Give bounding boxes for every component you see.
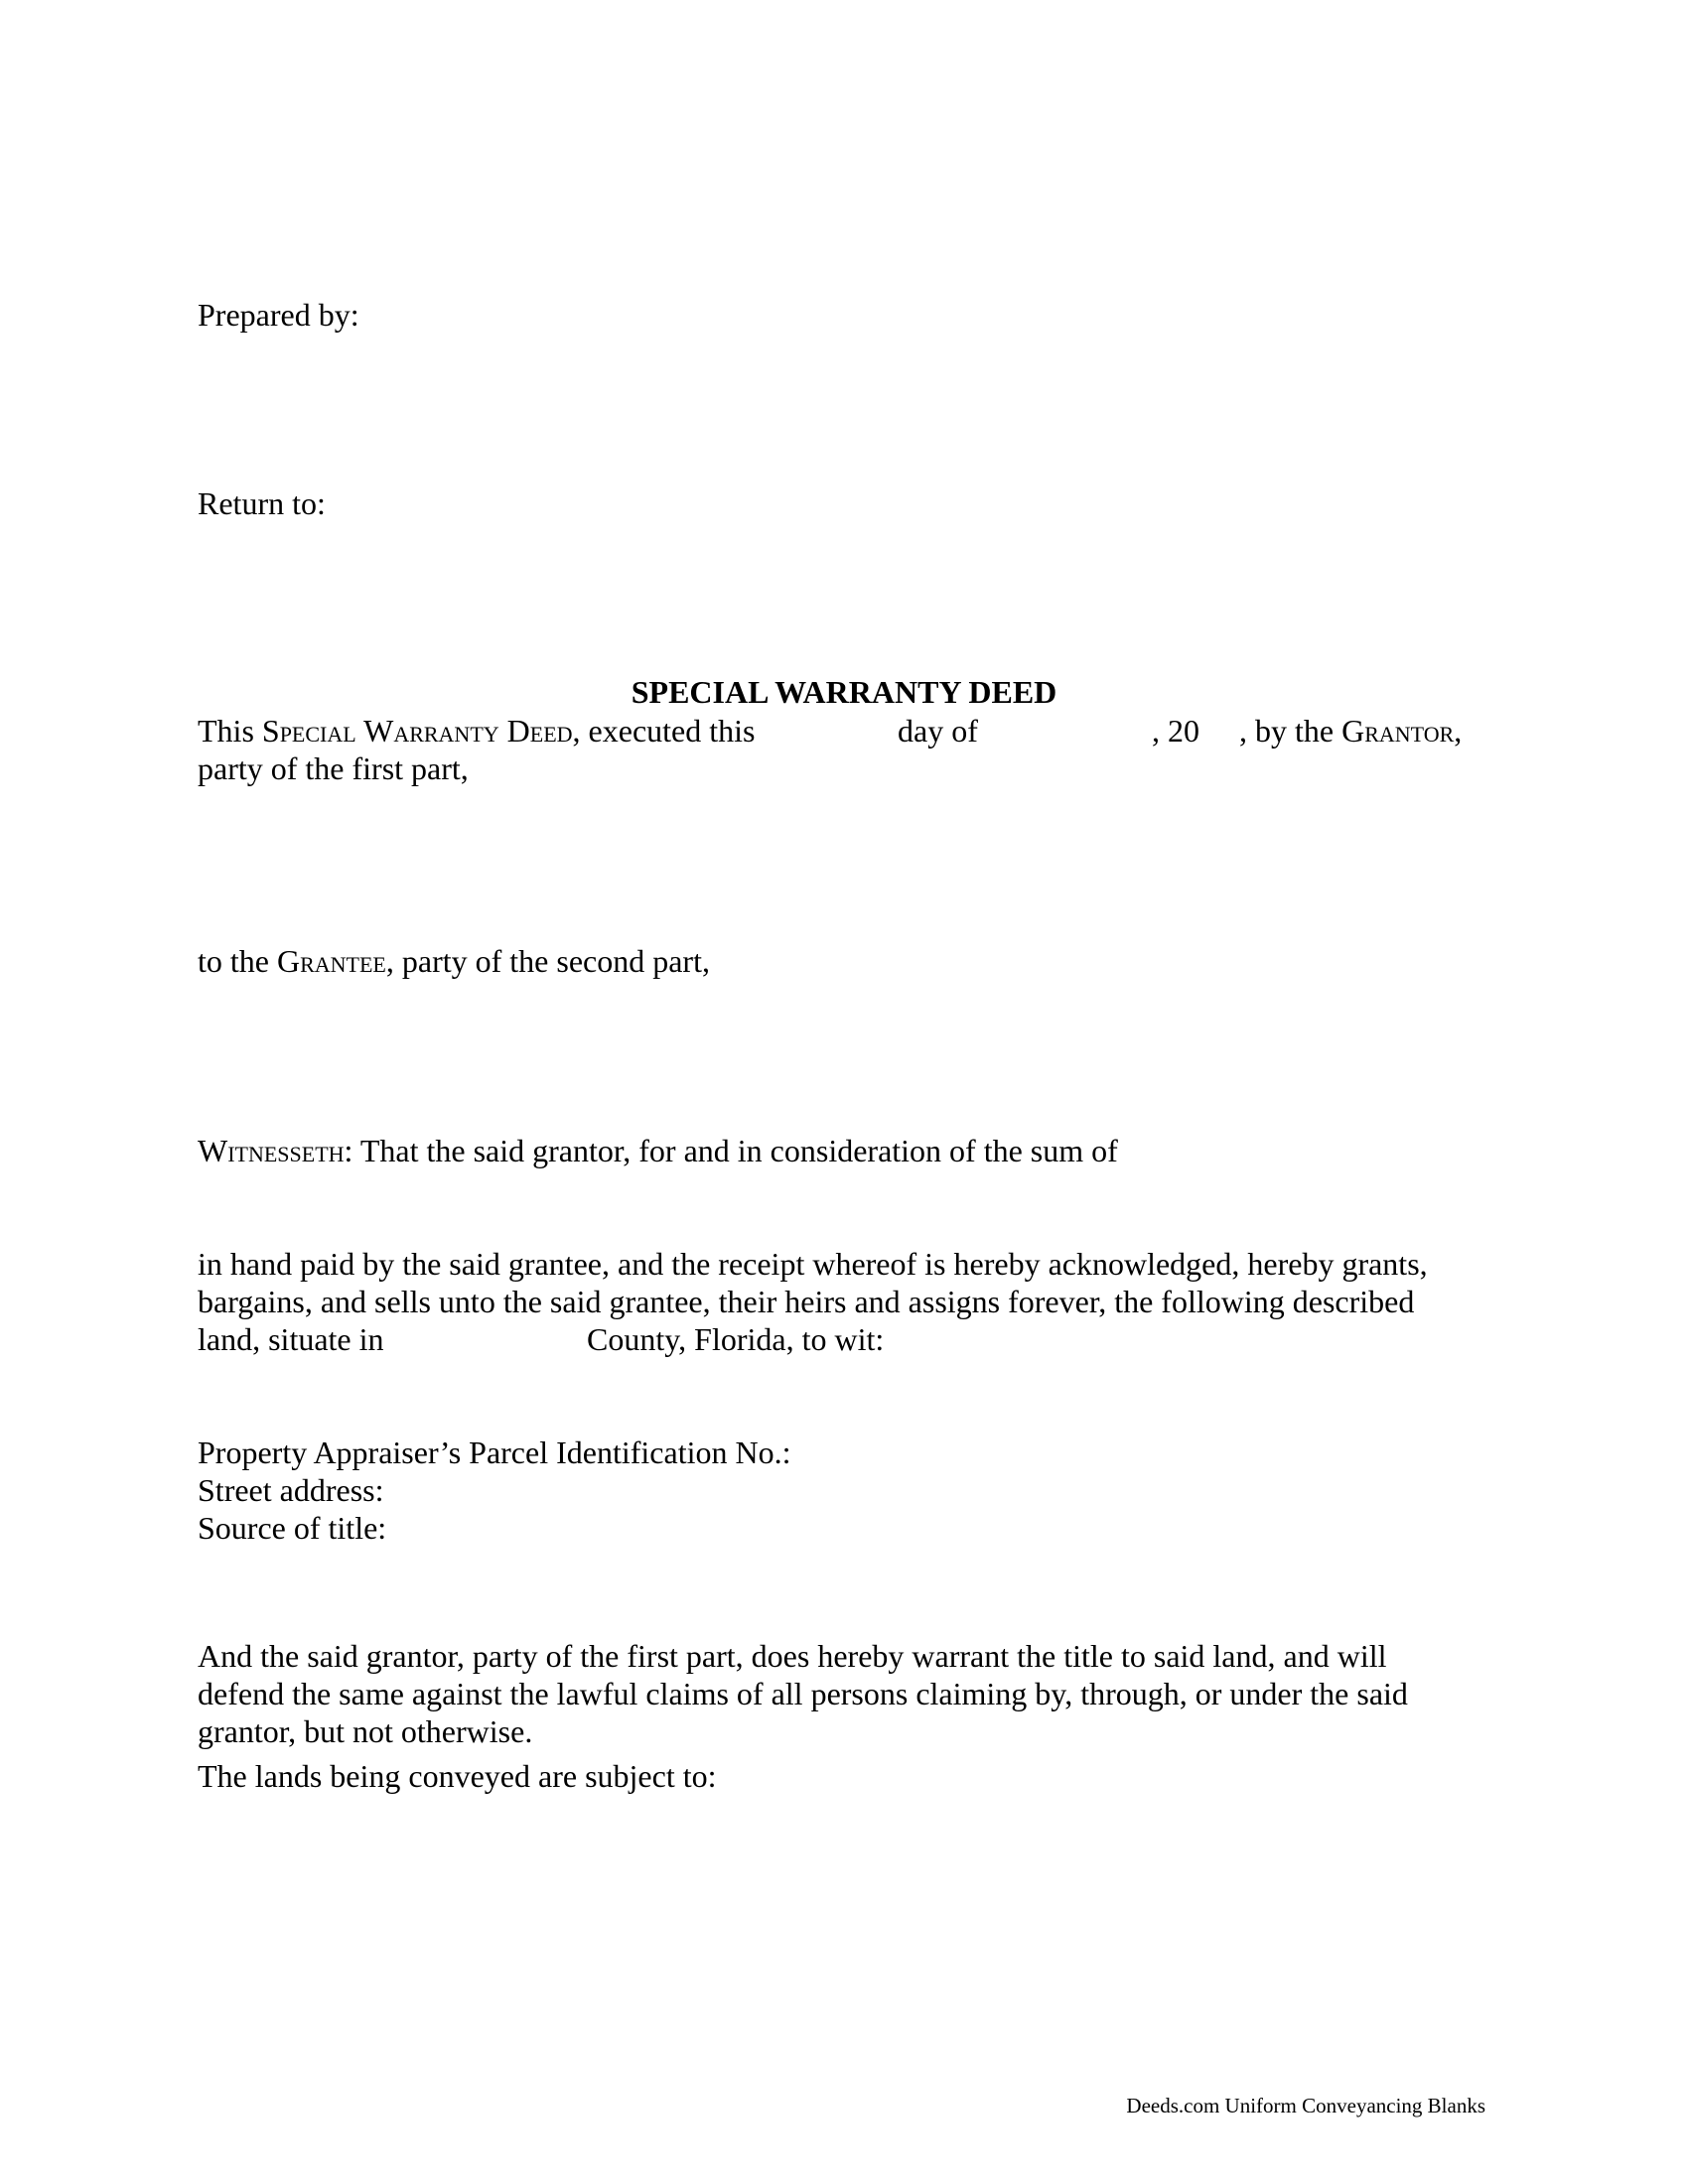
conveyance-line-1: in hand paid by the said grantee, and the receipt whereof is hereby acknowledged, hereby grants, bbox=[198, 1246, 1428, 1282]
intro-party-first: party of the first part, bbox=[198, 751, 469, 786]
grantee-line bbox=[198, 942, 710, 980]
document-title: SPECIAL WARRANTY DEED bbox=[631, 674, 1057, 710]
witnesseth-text: : That the said grantor, for and in consideration of the sum of bbox=[344, 1133, 1118, 1168]
conveyance-line-2: bargains, and sells unto the said grantee, their heirs and assigns forever, the following described bbox=[198, 1284, 1415, 1319]
return-to-label: Return to: bbox=[198, 485, 326, 521]
grantee-party-second: , party of the second part, bbox=[385, 943, 710, 979]
intro-comma: , bbox=[1454, 713, 1463, 749]
intro-executed-this: , executed this bbox=[572, 713, 756, 749]
intro-by-the: , by the bbox=[1239, 713, 1342, 749]
intro-by-grantor bbox=[1239, 712, 1462, 750]
street-address-label: Street address: bbox=[198, 1472, 384, 1508]
warranty-line-2: defend the same against the lawful claims of all persons claiming by, through, or under the said bbox=[198, 1676, 1408, 1711]
intro-this: This bbox=[198, 713, 262, 749]
intro-year-prefix: , 20 bbox=[1152, 713, 1199, 749]
intro-day-of: day of bbox=[898, 713, 978, 749]
witnesseth-label: Witnesseth bbox=[198, 1133, 345, 1168]
witnesseth-line bbox=[198, 1132, 1118, 1169]
warranty-line-3: grantor, but not otherwise. bbox=[198, 1713, 533, 1749]
footer-text: Deeds.com Uniform Conveyancing Blanks bbox=[1126, 2094, 1485, 2117]
intro-line-start bbox=[198, 712, 755, 750]
conveyance-line-3b: County, Florida, to wit: bbox=[587, 1321, 885, 1357]
intro-deed-name: Special Warranty Deed bbox=[261, 713, 573, 749]
conveyance-line-3a: land, situate in bbox=[198, 1321, 384, 1357]
subject-to-label: The lands being conveyed are subject to: bbox=[198, 1758, 717, 1794]
source-of-title-label: Source of title: bbox=[198, 1510, 387, 1546]
warranty-line-1: And the said grantor, party of the first part, does hereby warrant the title to said land, and will bbox=[198, 1638, 1387, 1674]
parcel-id-label: Property Appraiser’s Parcel Identification No.: bbox=[198, 1434, 791, 1470]
grantee-word: Grantee bbox=[276, 943, 386, 979]
intro-grantor: Grantor bbox=[1341, 713, 1455, 749]
prepared-by-label: Prepared by: bbox=[198, 297, 359, 333]
grantee-to-the: to the bbox=[198, 943, 277, 979]
